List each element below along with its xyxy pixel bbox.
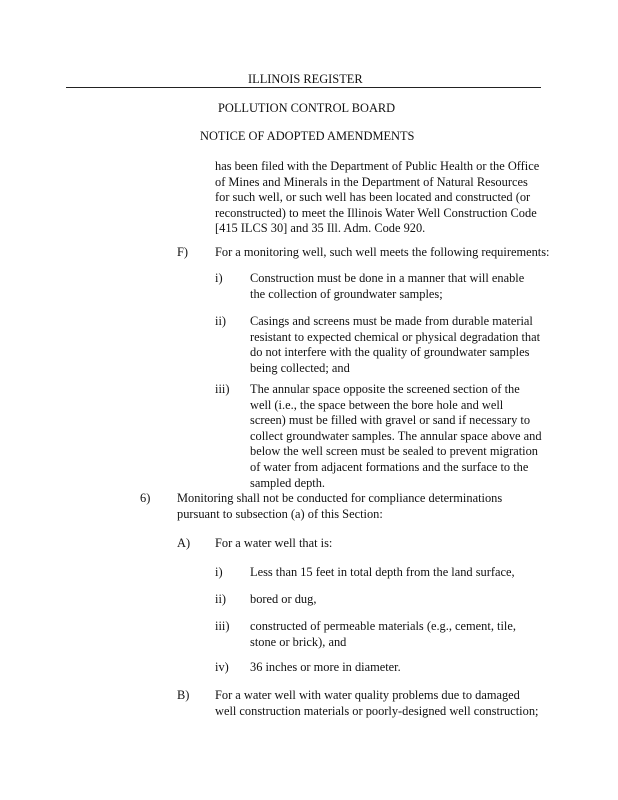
item-F-iii-marker: iii) bbox=[215, 382, 230, 396]
board-title: POLLUTION CONTROL BOARD bbox=[218, 101, 396, 115]
item-F-i-text: Construction must be done in a manner that will enable the collection of groundwater samples; bbox=[250, 271, 525, 301]
item-F-marker: F) bbox=[177, 245, 189, 259]
item-A-iii-text: constructed of permeable materials (e.g., cement, tile, stone or brick), and bbox=[250, 619, 516, 649]
notice-title: NOTICE OF ADOPTED AMENDMENTS bbox=[200, 129, 415, 143]
header-rule bbox=[66, 87, 541, 88]
item-A-iv-text: 36 inches or more in diameter. bbox=[250, 660, 401, 674]
item-B-text: For a water well with water quality problems due to damaged well construction materials or poorly-designed well construction; bbox=[215, 688, 539, 718]
item-A-text: For a water well that is: bbox=[215, 536, 333, 550]
item-A-i-marker: i) bbox=[215, 565, 223, 579]
item-A-iv-marker: iv) bbox=[215, 660, 229, 674]
item-A-iii-marker: iii) bbox=[215, 619, 230, 633]
item-A-ii-text: bored or dug, bbox=[250, 592, 317, 606]
item-6-marker: 6) bbox=[140, 491, 151, 505]
item-F-iii-text: The annular space opposite the screened section of the well (i.e., the space between the bore hole and well screen) must be filled with gravel or sand if necessary to collect groundwater samples. The annular space above and below the well screen must be sealed to prevent migration of water from adjacent formations and the surface to the sampled depth. bbox=[250, 382, 542, 490]
item-6-text: Monitoring shall not be conducted for compliance determinations pursuant to subsection (a) of this Section: bbox=[177, 491, 503, 521]
item-F-i-marker: i) bbox=[215, 271, 223, 285]
item-F-ii-marker: ii) bbox=[215, 314, 227, 328]
item-A-i-text: Less than 15 feet in total depth from the land surface, bbox=[250, 565, 515, 579]
register-title: ILLINOIS REGISTER bbox=[248, 72, 363, 86]
item-A-marker: A) bbox=[177, 536, 191, 550]
item-F-ii-text: Casings and screens must be made from durable material resistant to expected chemical or physical degradation that do not interfere with the quality of groundwater samples being collected; and bbox=[250, 314, 541, 375]
item-F-text: For a monitoring well, such well meets the following requirements: bbox=[215, 245, 550, 259]
continuation-paragraph: has been filed with the Department of Public Health or the Office of Mines and Minerals in the Department of Natural Resources for such well, or such well has been located and constructed (or reconstructed) to meet the Illinois Water Well Construction Code [415 ILCS 30] and 35 Ill. Adm. Code 920. bbox=[215, 159, 540, 236]
item-B-marker: B) bbox=[177, 688, 190, 702]
item-A-ii-marker: ii) bbox=[215, 592, 227, 606]
